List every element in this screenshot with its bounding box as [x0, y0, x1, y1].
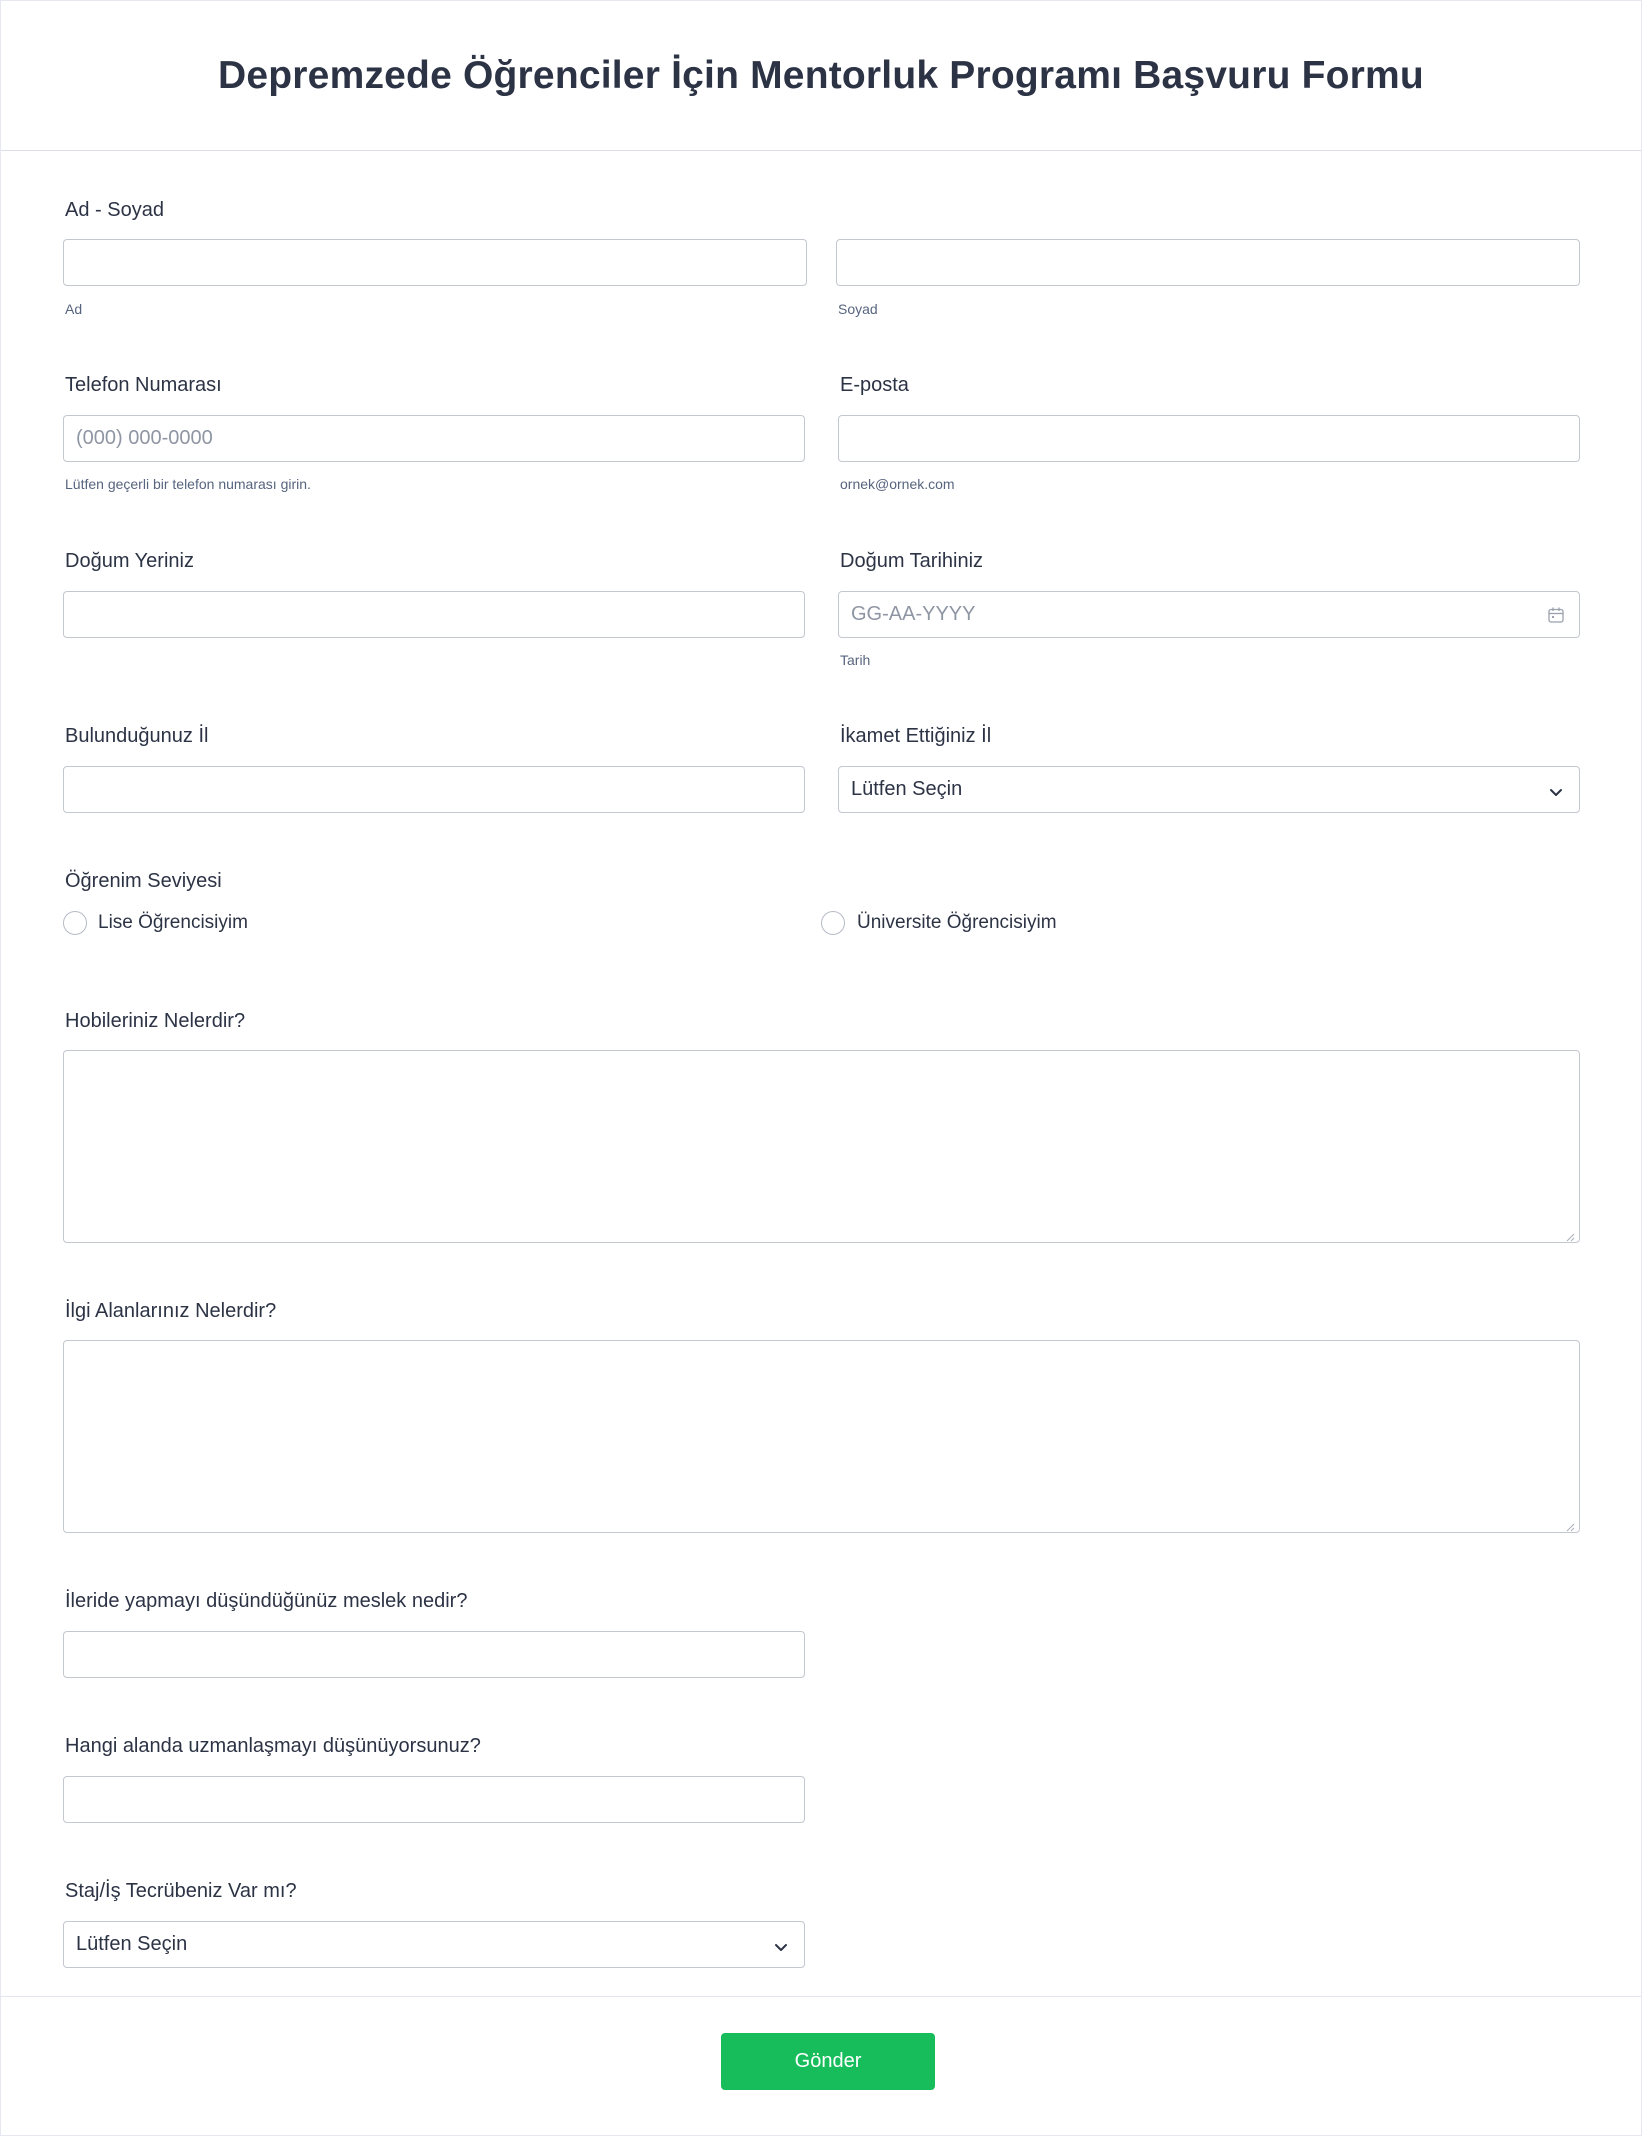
interests-label: İlgi Alanlarınız Nelerdir? — [65, 1300, 277, 1322]
birthdate-sublabel: Tarih — [840, 652, 871, 668]
last-name-input[interactable] — [836, 239, 1580, 286]
residence-city-label: İkamet Ettiğiniz İl — [840, 725, 992, 747]
last-name-sublabel: Soyad — [838, 301, 878, 317]
birthplace-input[interactable] — [63, 591, 805, 638]
current-city-input[interactable] — [63, 766, 805, 813]
profession-input[interactable] — [63, 1631, 805, 1678]
birthdate-label: Doğum Tarihiniz — [840, 550, 984, 572]
specialization-label: Hangi alanda uzmanlaşmayı düşünüyorsunuz? — [65, 1735, 481, 1757]
email-sublabel: ornek@ornek.com — [840, 476, 955, 492]
interests-textarea[interactable] — [63, 1340, 1580, 1533]
chevron-down-icon — [1549, 782, 1563, 796]
residence-city-selected: Lütfen Seçin — [851, 778, 963, 800]
phone-sublabel: Lütfen geçerli bir telefon numarası girin. — [65, 476, 311, 492]
first-name-input[interactable] — [63, 239, 807, 286]
birthplace-label: Doğum Yeriniz — [65, 550, 194, 572]
birthdate-input[interactable] — [838, 591, 1580, 638]
phone-placeholder: (000) 000-0000 — [76, 427, 213, 449]
resize-grip-icon[interactable] — [1566, 1229, 1575, 1238]
birthdate-placeholder: GG-AA-YYYY — [851, 603, 976, 625]
calendar-icon[interactable] — [1547, 606, 1565, 624]
hobbies-label: Hobileriniz Nelerdir? — [65, 1010, 246, 1032]
first-name-sublabel: Ad — [65, 301, 83, 317]
form-header — [1, 1, 1641, 151]
experience-selected: Lütfen Seçin — [76, 1933, 188, 1955]
name-label: Ad - Soyad — [65, 199, 164, 221]
phone-input[interactable] — [63, 415, 805, 462]
residence-city-select[interactable] — [838, 766, 1580, 813]
experience-select[interactable] — [63, 1921, 805, 1968]
radio-universite-label[interactable]: Üniversite Öğrencisiyim — [857, 912, 1057, 933]
experience-label: Staj/İş Tecrübeniz Var mı? — [65, 1880, 297, 1902]
phone-label: Telefon Numarası — [65, 374, 222, 396]
chevron-down-icon — [774, 1937, 788, 1951]
radio-universite[interactable] — [821, 911, 845, 935]
profession-label: İleride yapmayı düşündüğünüz meslek nedir? — [65, 1590, 468, 1612]
radio-lise-label[interactable]: Lise Öğrencisiyim — [98, 912, 248, 933]
education-label: Öğrenim Seviyesi — [65, 870, 222, 892]
form-title: Depremzede Öğrenciler İçin Mentorluk Programı Başvuru Formu — [218, 53, 1424, 97]
specialization-input[interactable] — [63, 1776, 805, 1823]
hobbies-textarea[interactable] — [63, 1050, 1580, 1243]
email-input[interactable] — [838, 415, 1580, 462]
resize-grip-icon[interactable] — [1566, 1519, 1575, 1528]
current-city-label: Bulunduğunuz İl — [65, 725, 209, 747]
email-label: E-posta — [840, 374, 909, 396]
submit-button[interactable]: Gönder — [721, 2033, 935, 2090]
radio-lise[interactable] — [63, 911, 87, 935]
